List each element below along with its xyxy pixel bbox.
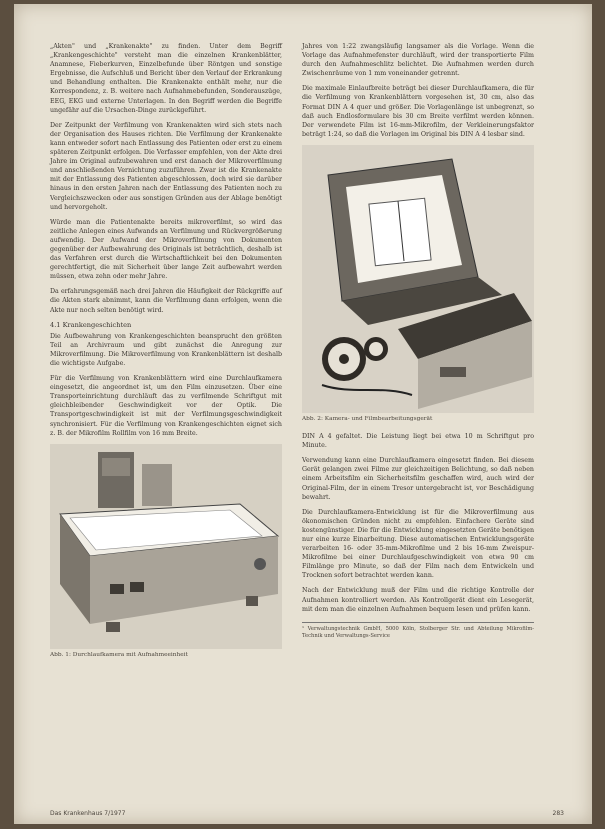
paragraph: Da erfahrungsgemäß nach drei Jahren die Häufigkeit der Rückgriffe auf die Akten stark abnimmt, kann die Verfilmung dann erfolgen, wenn die Akte nur noch selten benötigt wird. <box>50 288 282 314</box>
left-column <box>50 42 282 668</box>
paragraph: Der Zeitpunkt der Verfilmung von Krankenakten wird sich stets nach der Organisation des Hauses richten. Die Verfilmung der Krankenakte kann entweder sofort nach Entlassung des Patienten oder erst zu einem späteren Zeitpunkt erfolgen. Die Verfasser empfehlen, von der Akte drei Jahre im Original aufzubewahren und erst danach der Mikroverfilmung und anschließenden Vernichtung zuzuführen. Zwar ist die Krankenakte mit der Entlassung des Patienten abgeschlossen, doch wird sie darüber hinaus in den ersten Jahren nach der Entlassung des Patienten noch zu Vergleichszwecken oder aus sonstigen Gründen aus der Ablage benötigt und hervorgeholt. <box>50 121 282 211</box>
page-footer <box>50 810 564 817</box>
paragraph: „Akten" und „Krankenakte" zu finden. Unter dem Begriff „Krankengeschichte" versteht man die einzelnen Krankenblätter, Anamnese, Fieberkurven, Einzelbefunde über Röntgen und sonstige Ergebnisse, die Aufschluß und Bericht über den Verlauf der Erkrankung und Behandlung enthalten. Die Krankenakte enthält mehr, nur die Korrespondenz, z. B. weitere nach Aufnahmebefunden, Sonderauszüge, EEG, EKG und externe Unterlagen. In den Begriff werden die Begriffe ungefähr auf die Ursachen-Dinge zurückgeführt. <box>50 43 282 114</box>
figure-2-caption: Abb. 2: Kamera- und Filmbearbeitungsgerät <box>302 415 433 422</box>
journal-name: Das Krankenhaus 7/1977 <box>50 810 126 817</box>
section-heading: 4.1 Krankengeschichten <box>50 320 132 329</box>
page-number: 283 <box>552 810 564 817</box>
right-column <box>302 42 534 640</box>
paragraph: Für die Verfilmung von Krankenblättern wird eine Durchlaufkamera eingesetzt, die angeordnet ist, um den Film einzusetzen. Über eine Transporteinrichtung durchläuft das zu verfilmende Schriftgut mit gleichbleibender Geschwindigkeit vor der Optik. Die Transportgeschwindigkeit ist mit der Verfilmungsgeschwindigkeit synchronisiert. Für die Verfilmung von Krankengeschichten eignet sich z. B. der Mikrofilm Rollfilm von 16 mm Breite. <box>50 375 282 437</box>
paragraph: DIN A 4 gefaltet. Die Leistung liegt bei etwa 10 m Schriftgut pro Minute. <box>302 433 534 450</box>
paragraph: Würde man die Patientenakte bereits mikroverfilmt, so wird das zeitliche Anlegen eines Aufwands an Verfilmung und Rückvergrößerung aufwendig. Der Aufwand der Mikroverfilmung von Dokumenten gegenüber der Aufbewahrung des Originals ist beträchtlich, deshalb ist das Verfahren erst durch die Wirtschaftlichkeit bei den Dokumenten gerechtfertigt, die mit Sicherheit über lange Zeit aufbewahrt werden müssen, etwa zehn oder mehr Jahre. <box>50 218 282 281</box>
paragraph: Die Aufbewahrung von Krankengeschichten beansprucht den größten Teil an Archivraum und gibt zunächst die Anregung zur Mikroverfilmung. Die Mikroverfilmung von Krankenblättern ist deshalb die wichtigste Aufgabe. <box>50 332 282 367</box>
figure-1-photo <box>50 444 282 649</box>
paragraph: Die maximale Einlaufbreite beträgt bei dieser Durchlaufkamera, die für die Verfilmung von Krankenblättern vorgesehen ist, 30 cm, also das Format DIN A 4 quer und größer. Die Vorlagenlänge ist unbegrenzt, so daß auch Endlosformulare bis 30 cm Breite verfilmt werden können. Der verwendete Film ist 16-mm-Mikrofilm, der Verkleinerungsfaktor beträgt 1:24, so daß die Vorlagen im Original bis DIN A 4 lesbar sind. <box>302 85 534 138</box>
footnote: ¹ Verwaltungstechnik GmbH, 5000 Köln, Stolberger Str. und Abteilung Mikrofilm-Technik und Verwaltungs-Service <box>302 622 534 640</box>
figure-2-photo <box>302 145 534 413</box>
figure-1-caption: Abb. 1: Durchlaufkamera mit Aufnahmeeinheit <box>50 651 188 658</box>
paragraph: Jahres von 1:22 zwangsläufig langsamer als die Vorlage. Wenn die Vorlage das Aufnahmefenster durchläuft, wird der transportierte Film durch den Aufnahmeschlitz belichtet. Die Aufnahmen werden durch Zwischenräume von 1 mm voneinander getrennt. <box>302 43 534 78</box>
paragraph: Verwendung kann eine Durchlaufkamera eingesetzt finden. Bei diesem Gerät gelangen zwei Filme zur gleichzeitigen Belichtung, so daß neben einem Arbeitsfilm ein Sicherheitsfilm geschaffen wird, auch wird der Original-Film, der in einem Tresor untergebracht ist, vor Beschädigung bewahrt. <box>302 457 534 501</box>
document-page <box>14 4 592 824</box>
paragraph: Die Durchlaufkamera-Entwicklung ist für die Mikroverfilmung aus ökonomischen Gründen nicht zu empfehlen. Einfachere Geräte sind kostengünstiger. Die für die Entwicklung eingesetzten Geräte benötigen nur eine kurze Einarbeitung. Diese automatischen Entwicklungsgeräte verarbeiten 16- oder 35-mm-Mikrofilme und 2 bis 16-mm Zweispur-Mikrofilme bei einer Durchlaufgeschwindigkeit von etwa 90 cm Filmlänge pro Minute, so daß der Film nach dem Entwickeln und Trocknen sofort betrachtet werden kann. <box>302 508 534 580</box>
paragraph: Nach der Entwicklung muß der Film und die richtige Kontrolle der Aufnahmen kontrolliert werden. Als Kontrollgerät dient ein Lesegerät, mit dem man die einzelnen Aufnahmen bequem lesen und prüfen kann. <box>302 587 534 613</box>
